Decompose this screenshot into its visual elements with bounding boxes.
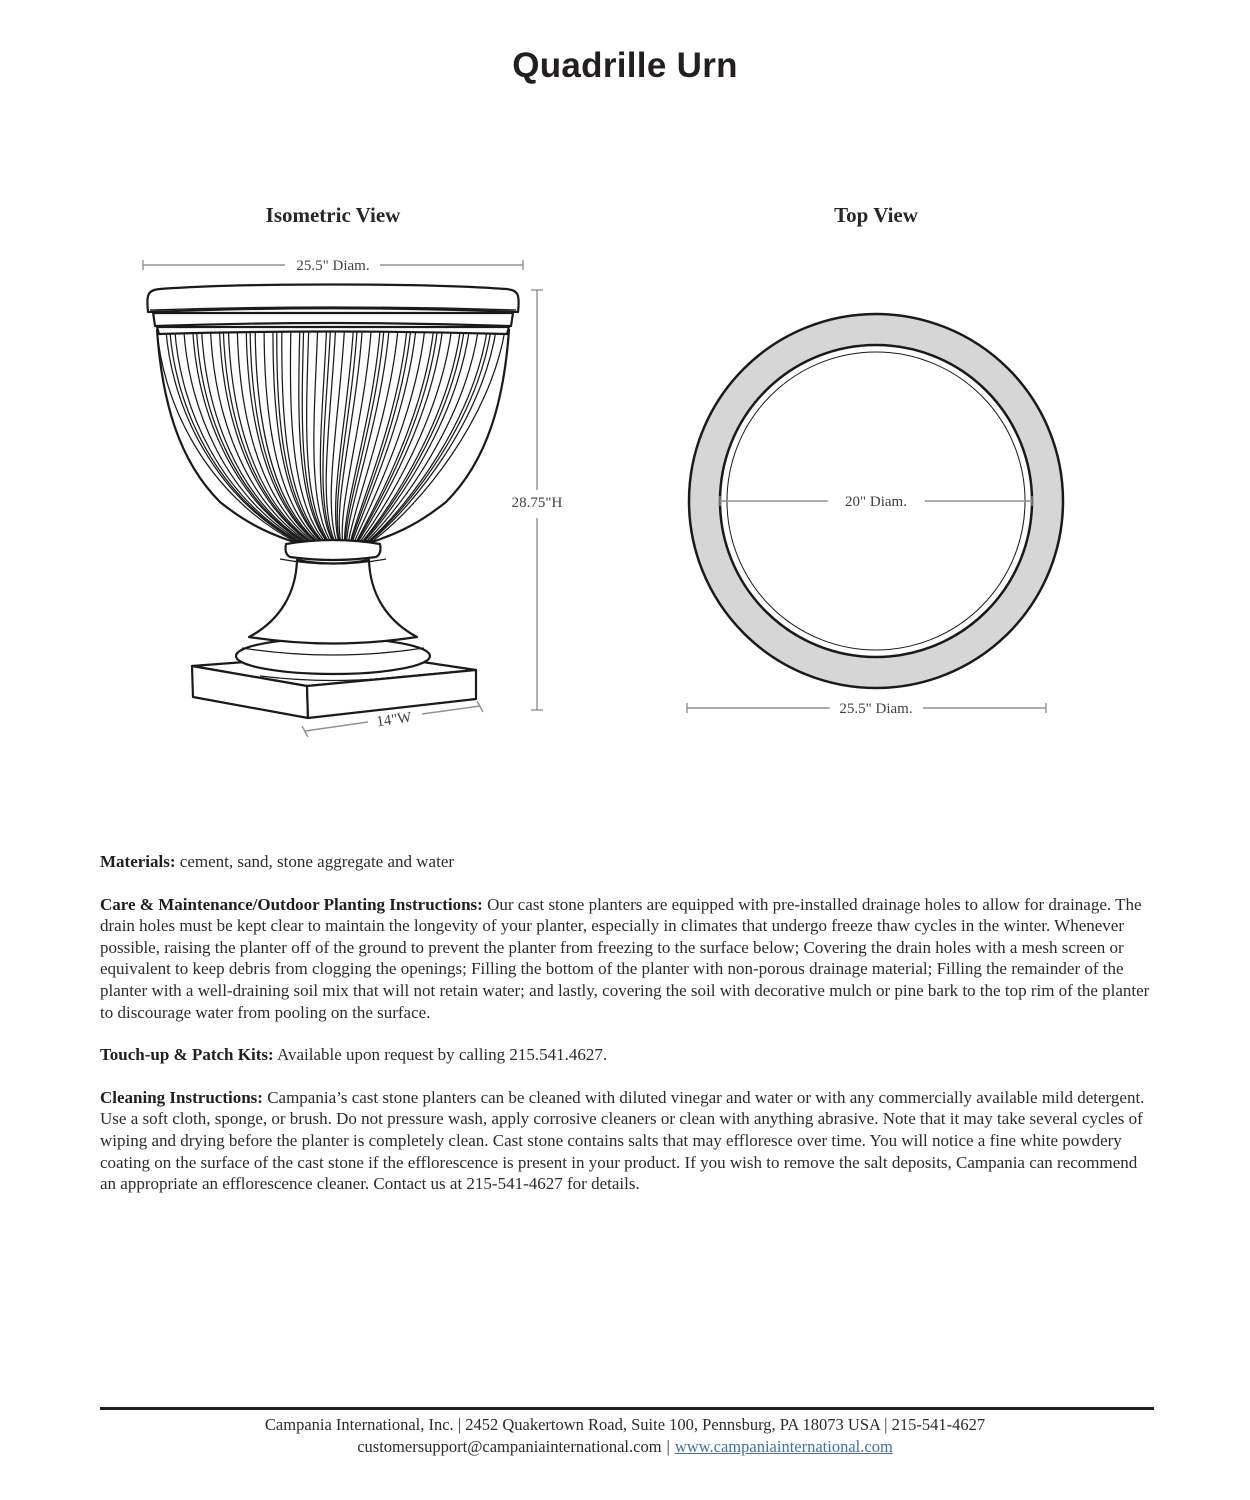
footer-contact-line	[0, 1436, 1250, 1458]
footer-separator: |	[666, 1437, 670, 1456]
materials-label: Materials:	[100, 852, 176, 871]
care-text: Our cast stone planters are equipped with pre-installed drainage holes to allow for drainage. The drain holes must be kept clear to maintain the longevity of your planter, especially in climates that undergo freeze thaw cycles in the winter. Whenever possible, raising the planter off of the ground to prevent the planter from freezing to the surface below; Covering the drain holes with a mesh screen or equivalent to keep debris from clogging the openings; Filling the bottom of the planter with non-porous drainage material; Filling the remainder of the planter with a well-draining soil mix that will not retain water; and lastly, covering the soil with decorative mulch or pine bark to the top rim of the planter to discourage water from pooling on the surface.	[100, 894, 1150, 1022]
dim-top-diameter-label: 25.5" Diam.	[296, 258, 370, 274]
isometric-view-label: Isometric View	[265, 203, 401, 227]
dim-outer-diameter-label: 25.5" Diam.	[839, 701, 913, 717]
cleaning-paragraph	[100, 1087, 1154, 1195]
care-paragraph	[100, 894, 1154, 1024]
care-label: Care & Maintenance/Outdoor Planting Instructions:	[100, 894, 483, 914]
urn-rim	[147, 285, 518, 335]
dim-height-label: 28.75"H	[511, 495, 563, 511]
footer-email: customersupport@campaniainternational.com	[357, 1437, 662, 1456]
materials-paragraph	[100, 851, 1154, 873]
urn-bowl	[157, 330, 509, 541]
footer	[0, 1414, 1250, 1458]
footer-divider	[100, 1407, 1154, 1410]
touchup-text: Available upon request by calling 215.541.4627.	[276, 1045, 608, 1065]
urn-pedestal	[236, 540, 430, 681]
touchup-label: Touch-up & Patch Kits:	[100, 1045, 274, 1065]
page-title: Quadrille Urn	[512, 46, 738, 85]
dim-base-width-label: 14"W	[375, 709, 413, 731]
body-copy	[100, 851, 1154, 1216]
touchup-paragraph	[100, 1044, 1154, 1066]
footer-address-line: Campania International, Inc. | 2452 Quakertown Road, Suite 100, Pennsburg, PA 18073 USA | 215-541-4627	[264, 1415, 986, 1434]
dim-outer-diameter	[687, 701, 1046, 717]
dim-inner-diameter-label: 20" Diam.	[845, 494, 907, 510]
isometric-drawing	[130, 250, 580, 750]
cleaning-label: Cleaning Instructions:	[100, 1087, 263, 1107]
cleaning-text: Campania’s cast stone planters can be cleaned with diluted vinegar and water or with any commercially available mild detergent. Use a soft cloth, sponge, or brush. Do not pressure wash, apply corrosive cleaners or clean with anything abrasive. Note that it may take several cycles of wiping and drying before the planter is completely clean. Cast stone contains salts that may effloresce over time. You will notice a fine white powdery coating on the surface of the cast stone if the efflorescence is present in your product. If you wish to remove the salt deposits, Campania can recommend an appropriate an efflorescence cleaner. Contact us at 215-541-4627 for details.	[100, 1087, 1145, 1194]
top-view-drawing	[660, 285, 1110, 725]
materials-text: cement, sand, stone aggregate and water	[179, 852, 455, 871]
dim-top-diameter	[143, 258, 523, 274]
top-view-label: Top View	[834, 203, 918, 227]
dim-height	[512, 290, 563, 710]
footer-website-link[interactable]: www.campaniainternational.com	[674, 1437, 893, 1456]
